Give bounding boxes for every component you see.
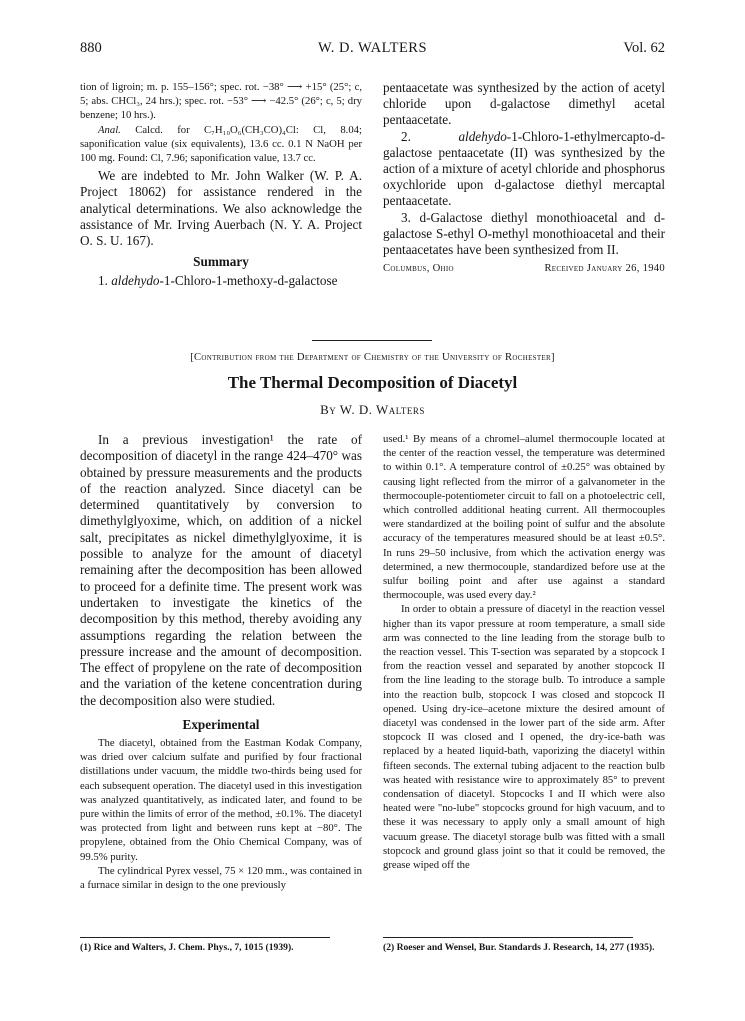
procedure-paragraph: In order to obtain a pressure of diacetyl in the reaction vessel higher than its vapor pressure at room temperature, a small side arm was connected to the line leading from the storage bulb to the reaction vessel. This T-section was separated by a stopcock I from the reaction vessel and separated by another stopcock II from the line leading to the storage bulb. To introduce a sample into the reaction bulb, stopcock I was closed and stopcock II opened. Using dry-ice–acetone mixture the desired amount of diacetyl was condensed in the lower part of the side arm. After stopcock II was closed and I opened, the dry-ice-bath was replaced by a heated liquid-bath, vaporizing the diacetyl within fifteen seconds. The external tubing adjacent to the reaction bulb was heated with resistance wire to approximately 85° to prevent condensation of diacetyl. Stopcocks I and II which were also heated were "no-lube" stopcocks ground for high vacuum, and to these it was necessary to apply only a small amount of high vacuum grease. The diacetyl storage bulb was fitted with a small stopcock and ground glass joint so that it could be removed, the grease wiped off the bbox=[383, 603, 665, 872]
signature-line bbox=[383, 261, 665, 279]
prior-article-text: tion of ligroin; m. p. 155–156°; spec. rot. −38° ⟶ +15° (25°; c, 5; abs. CHCl₃, 24 hrs.); spec. rot. −53° ⟶ −42.5° (26°; c, 5; dry benzene; 10 hrs.). bbox=[80, 81, 362, 122]
article-byline: By W. D. Walters bbox=[320, 402, 425, 417]
article-divider bbox=[312, 340, 432, 341]
summary-item-1-text: -1-Chloro-1-methoxy-d-galactose bbox=[159, 273, 338, 289]
acknowledgment: We are indebted to Mr. John Walker (W. P. A. Project 18062) for assistance rendered in the analytical determinations. We also acknowledge the assistance of Mr. Irving Auerbach (N. Y. A. Project O. S. U. 167). bbox=[80, 168, 362, 249]
page-number: 880 bbox=[80, 40, 102, 56]
footnote-rule-left bbox=[80, 937, 330, 938]
summary-item-1-number: 1. bbox=[98, 273, 112, 289]
top-right-column bbox=[383, 80, 665, 279]
experimental-heading: Experimental bbox=[182, 717, 260, 733]
footnote-1: (1) Rice and Walters, J. Chem. Phys., 7, 1015 (1939). bbox=[80, 942, 294, 953]
summary-item-2-italic: aldehydo bbox=[458, 128, 507, 144]
running-author: W. D. WALTERS bbox=[317, 40, 428, 56]
experimental-paragraph-2: The cylindrical Pyrex vessel, 75 × 120 mm., was contained in a furnace similar in design to the one previously bbox=[80, 864, 362, 892]
summary-heading: Summary bbox=[193, 254, 249, 270]
summary-item-1 bbox=[80, 273, 362, 289]
experimental-paragraph-1: The diacetyl, obtained from the Eastman Kodak Company, was dried over calcium sulfate and purified by four fractional distillations under vacuum, the middle two-thirds being used for each subsequent operation. The diacetyl used in this investigation was analyzed quantitatively, as indicated later, and found to be pure within the limits of error of the method, ±0.1%. The diacetyl was protected from light and between runs kept at −80°. The propylene, obtained from the Ohio Chemical Company, was of 99.5% purity. bbox=[80, 737, 362, 863]
volume-label: Vol. 62 bbox=[623, 40, 665, 56]
summary-item-2 bbox=[383, 129, 665, 210]
footnote-rule-right bbox=[383, 937, 633, 938]
right-column bbox=[383, 432, 665, 872]
introduction-paragraph: In a previous investigation¹ the rate of decomposition of diacetyl in the range 424–470° was obtained by pressure measurements and the products of the reaction analyzed. Since diacetyl can be determined quantitatively by conversion to dimethylglyoxime, which, on addition of a nickel salt, precipitates as nickel dimethylglyoxime, it is possible to analyze for the amount of diacetyl remaining after the decomposition has been allowed to proceed for a definite time. The present work was undertaken to investigate the kinetics of the decomposition by this method, thereby avoiding any assumptions regarding the relation between the pressure increase and the amount of decomposition. The effect of propylene on the rate of decomposition and the variation of the ketene concentration during the decomposition also were studied. bbox=[80, 432, 362, 708]
article-title: The Thermal Decomposition of Diacetyl bbox=[227, 373, 518, 392]
apparatus-paragraph: used.¹ By means of a chromel–alumel thermocouple located at the center of the reaction vessel, the temperature was determined to within 0.1°. A temperature control of ±0.25° was obtained by causing light reflected from the mirror of a galvanometer in the thermocouple-potentiometer circuit to fall on a photoelectric cell, which controlled additional heating current. All thermocouples were standardized at the boiling point of sulfur and the absolute accuracy of the temperatures measured should be at least ±0.5°. In runs 29–50 inclusive, from which the activation energy was determined, a new thermocouple, standardized before use at the sulfur boiling point and after use against a standard thermocouple, was used every day.² bbox=[383, 433, 665, 602]
left-column bbox=[80, 432, 362, 892]
contribution-line: [Contribution from the Department of Chemistry of the University of Rochester] bbox=[190, 352, 555, 363]
summary-item-2-number: 2. bbox=[401, 128, 459, 144]
summary-item-1-italic: aldehydo bbox=[111, 273, 160, 289]
summary-item-3: 3. d-Galactose diethyl monothioacetal and d-galactose S-ethyl O-methyl monothioacetal and their pentaacetates have been synthesized from II. bbox=[383, 209, 665, 258]
summary-item-1-continued: pentaacetate was synthesized by the action of acetyl chloride upon d-galactose dimethyl acetal pentaacetate. bbox=[383, 80, 665, 128]
received-date: Received January 26, 1940 bbox=[544, 263, 665, 275]
analysis-label: Anal. bbox=[98, 123, 121, 136]
footnote-area-left bbox=[80, 937, 362, 954]
footnote-2: (2) Roeser and Wensel, Bur. Standards J. Research, 14, 277 (1935). bbox=[383, 942, 655, 953]
summary-item-2-text: -1-Chloro-1-ethylmercapto-d-galactose pentaacetate (II) was synthesized by the action of a mixture of acetyl chloride and phosphorus oxychloride upon d-galactose diethyl mercaptal pentaacetate. bbox=[383, 128, 665, 209]
analysis-text: Calcd. for C₇H₁₀O₆(CH₃CO)₄Cl: Cl, 8.04; saponification value (six equivalents), 13.6 cc. 0.1 N NaOH per 100 mg. Found: Cl, 7.96; saponification value, 13.7 cc. bbox=[80, 123, 362, 165]
author-location: Columbus, Ohio bbox=[383, 263, 454, 275]
footnote-area-right bbox=[383, 937, 665, 954]
analysis-paragraph bbox=[80, 123, 362, 166]
running-head bbox=[80, 40, 665, 60]
top-left-column bbox=[80, 80, 362, 289]
